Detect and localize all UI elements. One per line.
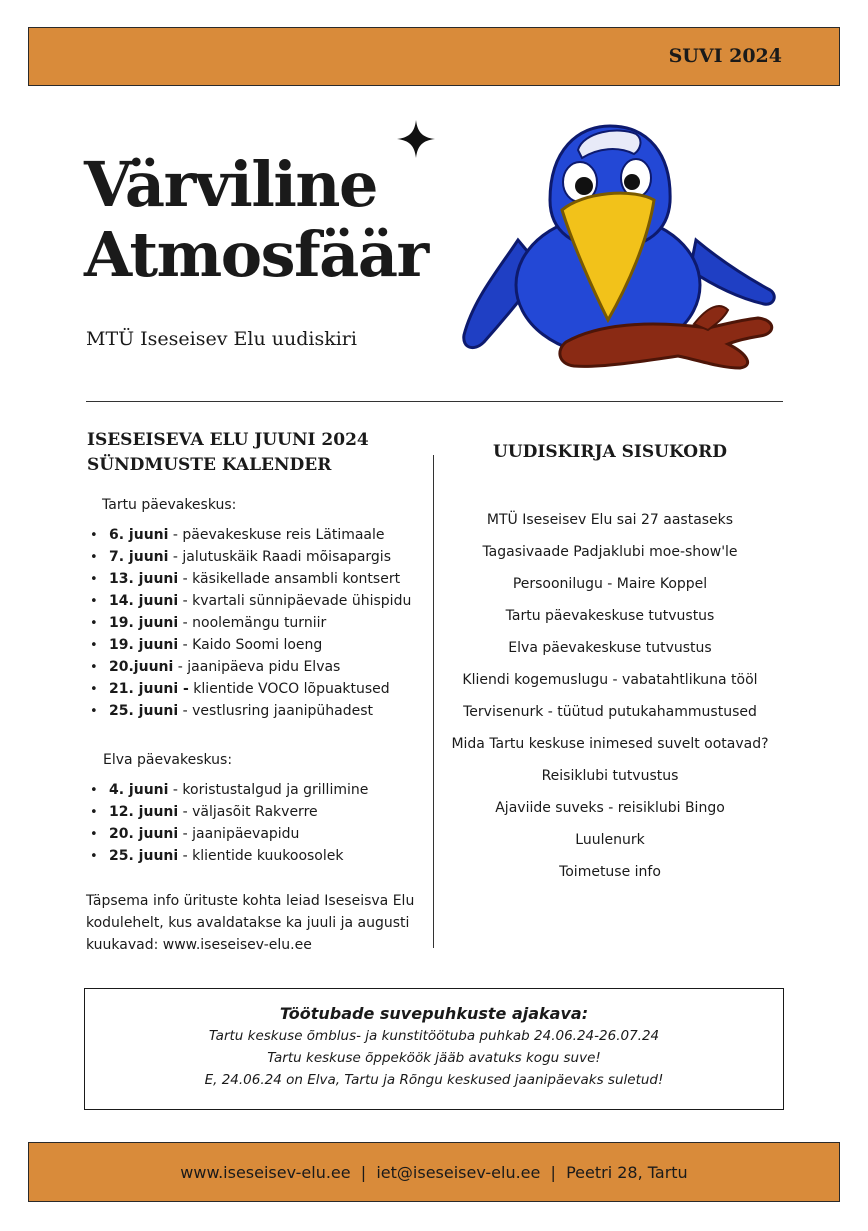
toc-heading: UUDISKIRJA SISUKORD (493, 442, 727, 462)
event-item (90, 590, 411, 612)
toc-item: Tagasivaade Padjaklubi moe-show'le (482, 544, 738, 560)
toc-item: Mida Tartu keskuse inimesed suvelt ootavad? (451, 736, 769, 752)
title-line-2: Atmosfäär (84, 218, 428, 291)
calendar-note-line-1: Täpsema info ürituste kohta leiad Iseseisva Elu (86, 893, 415, 909)
event-date: 14. juuni (109, 593, 179, 609)
column-divider (433, 455, 434, 948)
event-description: - klientide kuukoosolek (178, 848, 344, 864)
event-item (90, 634, 411, 656)
event-item (90, 656, 411, 678)
toc-item: MTÜ Iseseisev Elu sai 27 aastaseks (486, 512, 734, 528)
toc-item: Toimetuse info (559, 864, 661, 880)
calendar-heading-line-1: ISESEISEVA ELU JUUNI 2024 (87, 430, 369, 450)
event-item (90, 845, 368, 867)
header-band (28, 27, 840, 86)
sparkle-star-icon (397, 120, 435, 158)
calendar-heading (87, 428, 369, 478)
event-date: 21. juuni - (109, 681, 189, 697)
event-date: 20. juuni (109, 826, 179, 842)
toc-item: Reisiklubi tutvustus (541, 768, 679, 784)
event-date: 19. juuni (109, 637, 179, 653)
toc-list (444, 509, 776, 893)
event-item (90, 700, 411, 722)
toc-item: Luulenurk (575, 832, 645, 848)
event-description: - väljasõit Rakverre (178, 804, 318, 820)
tartu-center-label: Tartu päevakeskus: (102, 497, 237, 513)
blue-bird-plush-illustration (458, 120, 784, 382)
event-description: - koristustalgud ja grillimine (168, 782, 369, 798)
event-item (90, 568, 411, 590)
calendar-heading-line-2: SÜNDMUSTE KALENDER (87, 455, 332, 475)
newsletter-subtitle: MTÜ Iseseisev Elu uudiskiri (86, 328, 357, 350)
event-date: 4. juuni (109, 782, 169, 798)
toc-item: Ajaviide suveks - reisiklubi Bingo (495, 800, 725, 816)
calendar-note-line-2: kodulehelt, kus avaldatakse ka juuli ja augusti (86, 915, 410, 931)
tartu-events-list (90, 524, 411, 722)
event-item (90, 801, 368, 823)
elva-events-list (90, 779, 368, 867)
footer-band (28, 1142, 840, 1202)
event-description: - kvartali sünnipäevade ühispidu (178, 593, 412, 609)
footer-contact: www.iseseisev-elu.ee | iet@iseseisev-elu.ee | Peetri 28, Tartu (180, 1163, 688, 1182)
event-date: 12. juuni (109, 804, 179, 820)
event-item (90, 546, 411, 568)
elva-center-label: Elva päevakeskus: (103, 752, 233, 768)
event-description: - noolemängu turniir (178, 615, 327, 631)
event-description: - päevakeskuse reis Lätimaale (168, 527, 385, 543)
event-item (90, 779, 368, 801)
event-description: - jaanipäeva pidu Elvas (173, 659, 341, 675)
event-description: klientide VOCO lõpuaktused (188, 681, 390, 697)
notice-line-2: Tartu keskuse õppeköök jääb avatuks kogu suve! (267, 1050, 601, 1066)
event-date: 25. juuni (109, 703, 179, 719)
toc-item: Persoonilugu - Maire Koppel (512, 576, 708, 592)
notice-title: Töötubade suvepuhkuste ajakava: (279, 1004, 589, 1023)
event-description: - käsikellade ansambli kontsert (178, 571, 401, 587)
calendar-note (86, 890, 431, 956)
event-date: 13. juuni (109, 571, 179, 587)
notice-line-1: Tartu keskuse õmblus- ja kunstitöötuba puhkab 24.06.24-26.07.24 (208, 1028, 660, 1044)
workshop-notice-box (84, 988, 784, 1110)
toc-item: Kliendi kogemuslugu - vabatahtlikuna tööl (462, 672, 758, 688)
event-date: 6. juuni (109, 527, 169, 543)
event-date: 7. juuni (109, 549, 169, 565)
notice-line-3: E, 24.06.24 on Elva, Tartu ja Rõngu keskused jaanipäevaks suletud! (204, 1072, 664, 1088)
season-label: SUVI 2024 (668, 45, 782, 67)
toc-item: Tartu päevakeskuse tutvustus (505, 608, 715, 624)
event-item (90, 612, 411, 634)
event-date: 20.juuni (109, 659, 174, 675)
toc-item: Elva päevakeskuse tutvustus (508, 640, 712, 656)
event-item (90, 524, 411, 546)
event-description: - jalutuskäik Raadi mõisapargis (168, 549, 391, 565)
event-date: 25. juuni (109, 848, 179, 864)
event-item (90, 678, 411, 700)
event-date: 19. juuni (109, 615, 179, 631)
header-divider (86, 401, 783, 402)
event-description: - vestlusring jaanipühadest (178, 703, 374, 719)
toc-item: Tervisenurk - tüütud putukahammustused (463, 704, 757, 720)
event-item (90, 823, 368, 845)
event-description: - Kaido Soomi loeng (178, 637, 323, 653)
newsletter-title (84, 150, 428, 290)
title-line-1: Värviline (84, 148, 377, 221)
calendar-note-line-3: kuukavad: www.iseseisev-elu.ee (86, 937, 312, 953)
event-description: - jaanipäevapidu (178, 826, 300, 842)
